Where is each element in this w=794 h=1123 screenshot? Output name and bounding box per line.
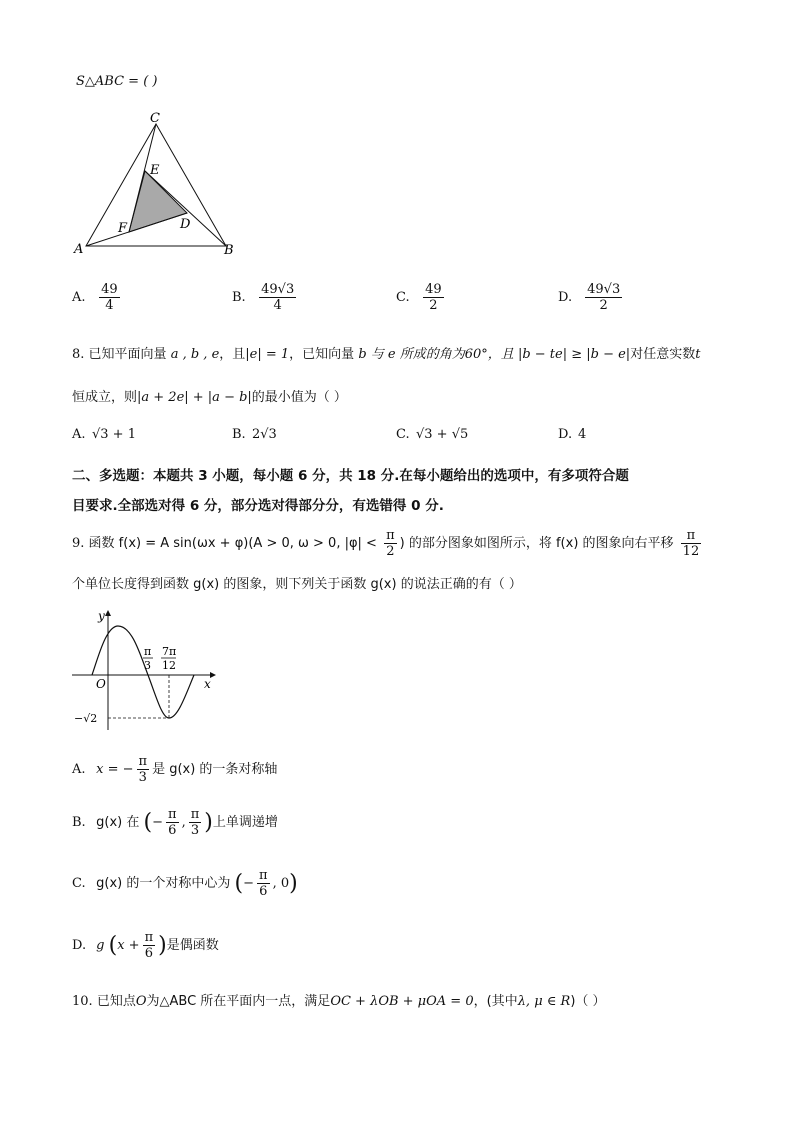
q8-option-b[interactable]: B. 2√3 [232, 427, 277, 442]
sine-curve [92, 626, 194, 718]
q7-option-a[interactable]: A. $\frac{49}{4}$ [72, 282, 118, 313]
q7-triangle-figure [70, 108, 250, 260]
section2-heading-line1: 二、多选题：本题共 3 小题，每小题 6 分，共 18 分.在每小题给出的选项中，有多项符合题 [72, 468, 629, 484]
q9-line2: 个单位长度得到函数 g(x) 的图象，则下列关于函数 g(x) 的说法正确的有（ ） [72, 577, 522, 592]
q8-option-c[interactable]: C. √3 + √5 [396, 427, 469, 442]
label-e: E [150, 163, 160, 178]
q7-option-d[interactable]: D. $\frac{49√3}{2}$ [558, 282, 621, 313]
q9-option-b[interactable]: B. g(x) 在 (− $\frac{\pi}{6}$ , $\frac{\pi}{3}$ )上单调递增 [72, 807, 278, 838]
q9-sine-graph [70, 606, 220, 732]
q8-line1: 8. 已知平面向量 a , b , e，且|e| = 1，已知向量 b 与 e 所成的角为60°，且 |b − te| ≥ |b − e|对任意实数t [72, 347, 701, 362]
q10-stem: 10. 已知点O为△ABC 所在平面内一点，满足OC + λOB + μOA = 0，(其中λ, μ ∈ R)（ ） [72, 994, 606, 1009]
q8-option-a[interactable]: A. √3 + 1 [72, 427, 136, 442]
q8-option-d[interactable]: D. 4 [558, 427, 587, 442]
label-b: B [224, 243, 234, 258]
section2-heading-line2: 目要求.全部选对得 6 分，部分选对得部分分，有选错得 0 分. [72, 498, 444, 514]
tick-7pi12-den: 12 [162, 659, 176, 672]
y-axis-arrow [105, 610, 111, 616]
tick-7pi12-num: 7π [162, 645, 177, 658]
q9-option-a[interactable]: A. x = − $\frac{\pi}{3}$ 是 g(x) 的一条对称轴 [72, 754, 278, 785]
q7-option-c[interactable]: C. $\frac{49}{2}$ [396, 282, 442, 313]
q9-option-c[interactable]: C. g(x) 的一个对称中心为 (− $\frac{\pi}{6}$ , 0) [72, 868, 298, 899]
label-f: F [118, 221, 128, 236]
q8-line2: 恒成立，则|a + 2e| + |a − b|的最小值为（ ） [72, 390, 347, 405]
label-ymin: −√2 [74, 712, 98, 725]
q9-line1: 9. 函数 f(x) = A sin(ωx + φ)(A > 0, ω > 0, |φ| < $\frac{\pi}{2}$ ) 的部分图象如图所示，将 f(x) 的图象向右平移 $\frac{\pi}{12}$ [72, 528, 700, 559]
label-a: A [74, 242, 84, 257]
label-d: D [180, 217, 191, 232]
label-o: O [96, 677, 106, 691]
q7-option-b[interactable]: B. $\frac{49√3}{4}$ [232, 282, 295, 313]
label-y: y [98, 609, 105, 623]
q7-stem: S△ABC = ( ) [76, 74, 158, 89]
q9-option-d[interactable]: D. g (x + $\frac{\pi}{6}$ )是偶函数 [72, 930, 219, 961]
label-c: C [150, 111, 160, 126]
x-axis-arrow [210, 672, 216, 678]
tick-pi3-num: π [144, 645, 152, 658]
label-x: x [204, 677, 211, 691]
tick-pi3-den: 3 [144, 659, 151, 672]
